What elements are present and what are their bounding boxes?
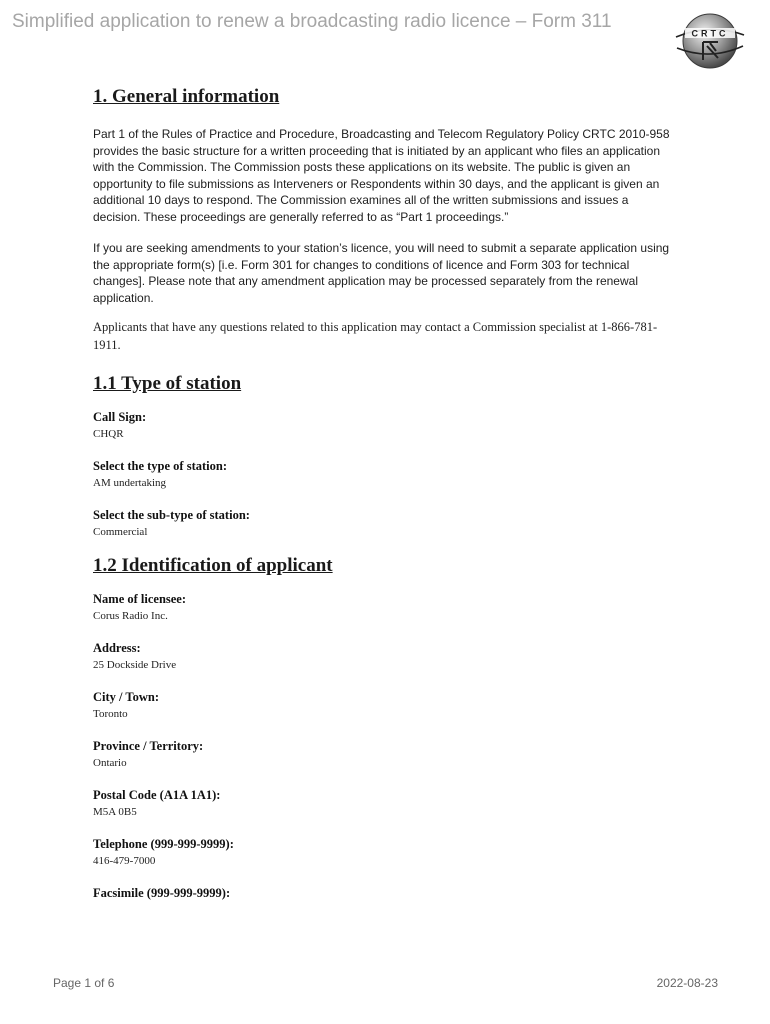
section-heading-identification-of-applicant: 1.2 Identification of applicant (93, 555, 333, 576)
field-label: Name of licensee: (93, 592, 187, 606)
field-facsimile (93, 886, 678, 901)
field-value: Corus Radio Inc. (93, 610, 168, 622)
section-heading-general-information: 1. General information (93, 86, 280, 107)
field-label: Postal Code (A1A 1A1): (93, 788, 221, 802)
general-info-paragraph-1: Part 1 of the Rules of Practice and Procedure, Broadcasting and Telecom Regulatory Policy CRTC 2010-958 provides the basic structure for a written proceeding that is initiated by an applicant who files an application with the Commission. The Commission posts these applications on its website. The public is given an opportunity to file submissions as Interveners or Respondents within 30 days, and the applicant is given an additional 10 days to respond. The Commission examines all of the written submissions and issues a decision. These proceedings are generally referred to as “Part 1 proceedings.” (93, 127, 670, 224)
field-value: Toronto (93, 708, 128, 720)
field-station-subtype (93, 508, 678, 539)
field-value: AM undertaking (93, 477, 167, 489)
general-info-paragraph-2: If you are seeking amendments to your station’s licence, you will need to submit a separate application using the appropriate form(s) [i.e. Form 301 for changes to conditions of licence and Form 303 for technical changes]. Please note that any amendment application may be processed separately from the renewal application. (93, 241, 670, 305)
document-body (93, 86, 678, 903)
document-title: Simplified application to renew a broadcasting radio licence – Form 311 (12, 11, 612, 32)
field-label: Facsimile (999-999-9999): (93, 886, 231, 900)
field-value: M5A 0B5 (93, 806, 137, 818)
field-station-type (93, 459, 678, 490)
field-label: Telephone (999-999-9999): (93, 837, 234, 851)
field-label: Select the type of station: (93, 459, 227, 473)
page-number: Page 1 of 6 (53, 976, 115, 990)
crtc-logo-text: CRTC (691, 28, 729, 39)
field-address (93, 641, 678, 672)
field-province (93, 739, 678, 770)
field-value: 25 Dockside Drive (93, 659, 177, 671)
field-telephone (93, 837, 678, 868)
section-heading-type-of-station: 1.1 Type of station (93, 373, 242, 394)
field-label: Call Sign: (93, 410, 147, 424)
field-value: Ontario (93, 757, 127, 769)
field-postal-code (93, 788, 678, 819)
field-value: 416-479-7000 (93, 855, 156, 867)
field-label: Province / Territory: (93, 739, 204, 753)
field-label: Select the sub-type of station: (93, 508, 250, 522)
crtc-logo (674, 13, 746, 69)
field-licensee-name (93, 592, 678, 623)
field-call-sign (93, 410, 678, 441)
field-value: CHQR (93, 428, 124, 440)
field-city (93, 690, 678, 721)
general-info-contact-paragraph: Applicants that have any questions related to this application may contact a Commission specialist at 1-866-781-1911. (93, 320, 658, 352)
field-label: City / Town: (93, 690, 159, 704)
document-date: 2022-08-23 (656, 976, 718, 990)
field-label: Address: (93, 641, 141, 655)
field-value: Commercial (93, 526, 148, 538)
